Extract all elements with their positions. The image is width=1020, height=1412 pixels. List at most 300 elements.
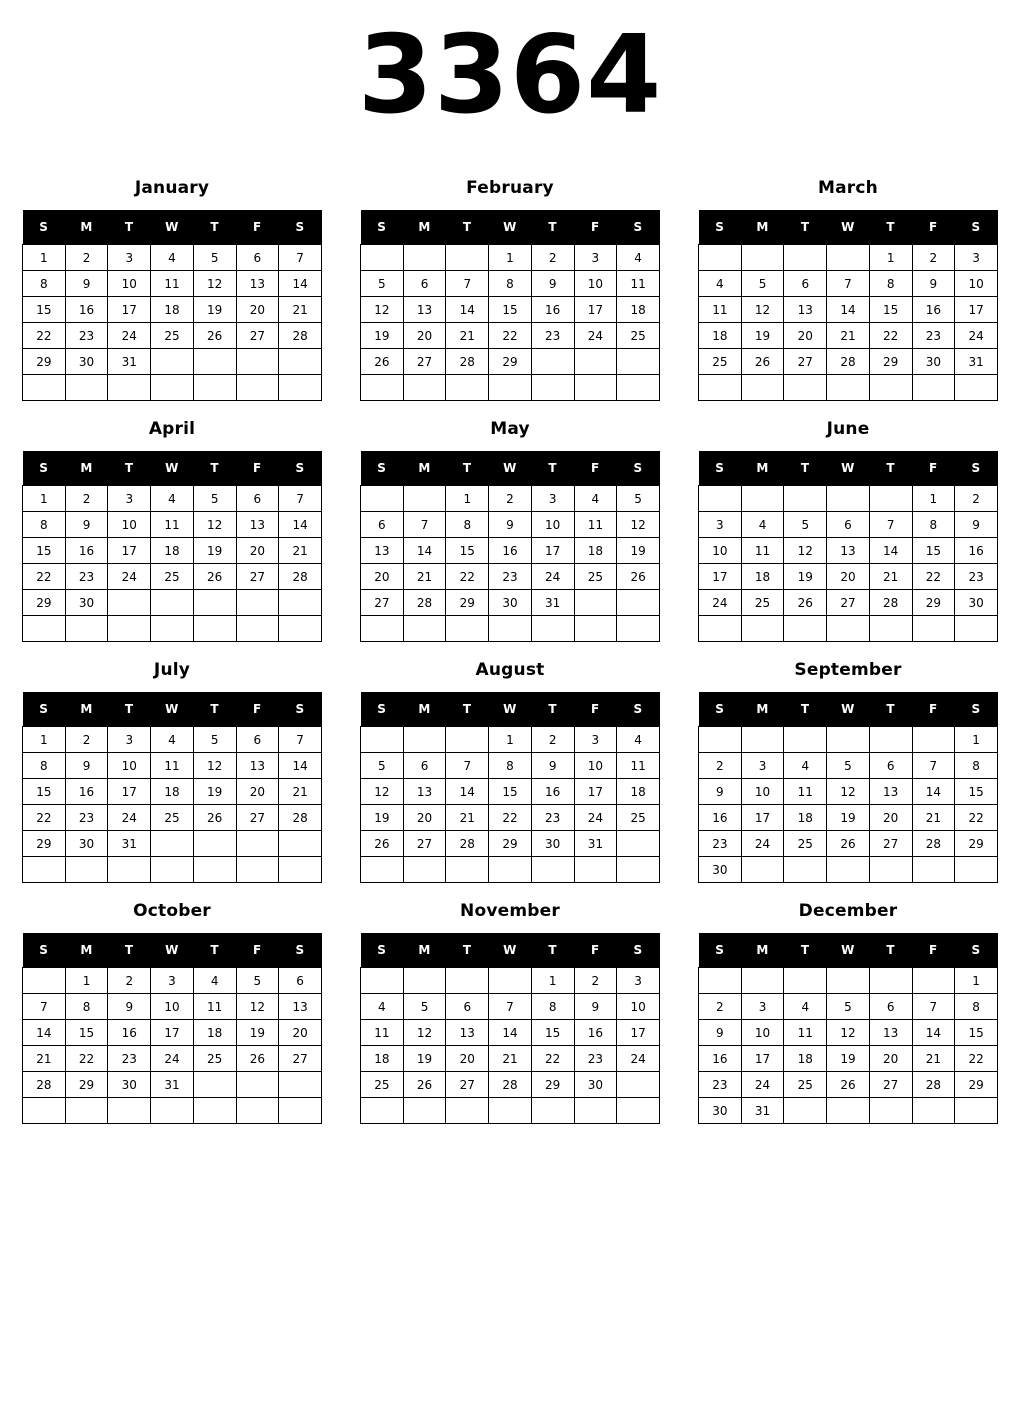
day-cell[interactable]: 10 (955, 271, 998, 297)
day-cell[interactable]: 3 (108, 245, 151, 271)
day-cell[interactable]: 3 (574, 245, 617, 271)
day-cell[interactable]: 1 (955, 727, 998, 753)
day-cell[interactable] (955, 616, 998, 642)
day-cell[interactable]: 30 (65, 590, 108, 616)
day-cell[interactable]: 22 (446, 564, 489, 590)
day-cell[interactable]: 16 (699, 1046, 742, 1072)
day-cell[interactable]: 5 (784, 512, 827, 538)
day-cell[interactable] (236, 1072, 279, 1098)
day-cell[interactable]: 3 (741, 994, 784, 1020)
day-cell[interactable] (65, 1098, 108, 1124)
day-cell[interactable]: 26 (784, 590, 827, 616)
day-cell[interactable] (869, 1098, 912, 1124)
day-cell[interactable]: 22 (23, 323, 66, 349)
day-cell[interactable]: 9 (65, 753, 108, 779)
day-cell[interactable] (151, 616, 194, 642)
day-cell[interactable]: 20 (236, 538, 279, 564)
day-cell[interactable] (741, 857, 784, 883)
day-cell[interactable] (955, 375, 998, 401)
day-cell[interactable]: 12 (403, 1020, 446, 1046)
day-cell[interactable] (827, 1098, 870, 1124)
day-cell[interactable]: 12 (193, 271, 236, 297)
day-cell[interactable] (531, 375, 574, 401)
day-cell[interactable] (236, 831, 279, 857)
day-cell[interactable]: 21 (912, 1046, 955, 1072)
day-cell[interactable]: 26 (236, 1046, 279, 1072)
day-cell[interactable]: 3 (955, 245, 998, 271)
day-cell[interactable] (955, 857, 998, 883)
day-cell[interactable] (955, 1098, 998, 1124)
day-cell[interactable]: 24 (741, 1072, 784, 1098)
day-cell[interactable]: 3 (151, 968, 194, 994)
day-cell[interactable]: 15 (23, 779, 66, 805)
day-cell[interactable]: 12 (193, 753, 236, 779)
day-cell[interactable]: 30 (65, 349, 108, 375)
day-cell[interactable]: 7 (279, 245, 322, 271)
day-cell[interactable] (108, 857, 151, 883)
day-cell[interactable] (489, 968, 532, 994)
day-cell[interactable] (279, 857, 322, 883)
day-cell[interactable]: 31 (108, 831, 151, 857)
day-cell[interactable]: 18 (741, 564, 784, 590)
day-cell[interactable] (23, 968, 66, 994)
day-cell[interactable] (912, 375, 955, 401)
day-cell[interactable] (531, 349, 574, 375)
day-cell[interactable]: 19 (617, 538, 660, 564)
day-cell[interactable]: 6 (869, 994, 912, 1020)
day-cell[interactable]: 20 (403, 323, 446, 349)
day-cell[interactable]: 27 (784, 349, 827, 375)
day-cell[interactable]: 21 (869, 564, 912, 590)
day-cell[interactable]: 6 (446, 994, 489, 1020)
day-cell[interactable] (784, 1098, 827, 1124)
day-cell[interactable]: 24 (108, 323, 151, 349)
day-cell[interactable] (446, 857, 489, 883)
day-cell[interactable]: 22 (65, 1046, 108, 1072)
day-cell[interactable]: 3 (699, 512, 742, 538)
day-cell[interactable]: 27 (361, 590, 404, 616)
day-cell[interactable] (574, 616, 617, 642)
day-cell[interactable] (446, 1098, 489, 1124)
day-cell[interactable]: 28 (279, 323, 322, 349)
day-cell[interactable]: 13 (446, 1020, 489, 1046)
day-cell[interactable]: 25 (699, 349, 742, 375)
day-cell[interactable]: 7 (869, 512, 912, 538)
day-cell[interactable]: 20 (236, 779, 279, 805)
day-cell[interactable]: 31 (108, 349, 151, 375)
day-cell[interactable]: 2 (65, 245, 108, 271)
day-cell[interactable] (236, 616, 279, 642)
day-cell[interactable]: 25 (151, 805, 194, 831)
day-cell[interactable] (193, 375, 236, 401)
day-cell[interactable] (151, 857, 194, 883)
day-cell[interactable]: 24 (574, 323, 617, 349)
day-cell[interactable] (741, 727, 784, 753)
day-cell[interactable]: 30 (699, 857, 742, 883)
day-cell[interactable]: 6 (236, 727, 279, 753)
day-cell[interactable]: 4 (784, 994, 827, 1020)
day-cell[interactable]: 11 (361, 1020, 404, 1046)
day-cell[interactable]: 2 (531, 727, 574, 753)
day-cell[interactable]: 20 (446, 1046, 489, 1072)
day-cell[interactable]: 5 (193, 245, 236, 271)
day-cell[interactable] (699, 968, 742, 994)
day-cell[interactable] (699, 486, 742, 512)
day-cell[interactable] (617, 1072, 660, 1098)
day-cell[interactable]: 22 (489, 323, 532, 349)
day-cell[interactable] (279, 349, 322, 375)
day-cell[interactable] (151, 1098, 194, 1124)
day-cell[interactable]: 8 (531, 994, 574, 1020)
day-cell[interactable] (617, 616, 660, 642)
day-cell[interactable]: 26 (193, 805, 236, 831)
day-cell[interactable]: 10 (741, 1020, 784, 1046)
day-cell[interactable]: 8 (23, 753, 66, 779)
day-cell[interactable] (108, 375, 151, 401)
day-cell[interactable]: 10 (108, 512, 151, 538)
day-cell[interactable]: 12 (617, 512, 660, 538)
day-cell[interactable]: 14 (403, 538, 446, 564)
day-cell[interactable] (193, 1072, 236, 1098)
day-cell[interactable] (869, 486, 912, 512)
day-cell[interactable] (617, 590, 660, 616)
day-cell[interactable] (403, 857, 446, 883)
day-cell[interactable] (403, 727, 446, 753)
day-cell[interactable]: 10 (741, 779, 784, 805)
day-cell[interactable] (151, 375, 194, 401)
day-cell[interactable]: 23 (531, 323, 574, 349)
day-cell[interactable]: 4 (617, 245, 660, 271)
day-cell[interactable]: 6 (784, 271, 827, 297)
day-cell[interactable]: 9 (912, 271, 955, 297)
day-cell[interactable]: 10 (151, 994, 194, 1020)
day-cell[interactable]: 5 (827, 994, 870, 1020)
day-cell[interactable] (446, 245, 489, 271)
day-cell[interactable]: 1 (489, 727, 532, 753)
day-cell[interactable]: 25 (784, 1072, 827, 1098)
day-cell[interactable]: 21 (827, 323, 870, 349)
day-cell[interactable]: 15 (23, 538, 66, 564)
day-cell[interactable]: 8 (869, 271, 912, 297)
day-cell[interactable] (193, 616, 236, 642)
day-cell[interactable]: 14 (446, 779, 489, 805)
day-cell[interactable] (361, 375, 404, 401)
day-cell[interactable]: 22 (912, 564, 955, 590)
day-cell[interactable]: 31 (574, 831, 617, 857)
day-cell[interactable]: 6 (827, 512, 870, 538)
day-cell[interactable]: 7 (912, 753, 955, 779)
day-cell[interactable]: 1 (23, 245, 66, 271)
day-cell[interactable]: 20 (827, 564, 870, 590)
day-cell[interactable]: 12 (784, 538, 827, 564)
day-cell[interactable]: 5 (617, 486, 660, 512)
day-cell[interactable] (869, 968, 912, 994)
day-cell[interactable] (279, 616, 322, 642)
day-cell[interactable] (617, 1098, 660, 1124)
day-cell[interactable]: 11 (784, 779, 827, 805)
day-cell[interactable]: 26 (193, 323, 236, 349)
day-cell[interactable]: 2 (489, 486, 532, 512)
day-cell[interactable]: 28 (279, 805, 322, 831)
day-cell[interactable] (741, 616, 784, 642)
day-cell[interactable]: 30 (574, 1072, 617, 1098)
day-cell[interactable]: 8 (23, 512, 66, 538)
day-cell[interactable]: 28 (912, 831, 955, 857)
day-cell[interactable]: 1 (23, 486, 66, 512)
day-cell[interactable]: 11 (193, 994, 236, 1020)
day-cell[interactable]: 17 (741, 1046, 784, 1072)
day-cell[interactable]: 13 (279, 994, 322, 1020)
day-cell[interactable]: 7 (446, 271, 489, 297)
day-cell[interactable]: 1 (65, 968, 108, 994)
day-cell[interactable] (65, 616, 108, 642)
day-cell[interactable]: 26 (361, 349, 404, 375)
day-cell[interactable]: 21 (446, 805, 489, 831)
day-cell[interactable] (23, 857, 66, 883)
day-cell[interactable] (236, 857, 279, 883)
day-cell[interactable] (151, 349, 194, 375)
day-cell[interactable]: 2 (699, 753, 742, 779)
day-cell[interactable]: 15 (446, 538, 489, 564)
day-cell[interactable]: 7 (23, 994, 66, 1020)
day-cell[interactable]: 10 (617, 994, 660, 1020)
day-cell[interactable]: 10 (574, 753, 617, 779)
day-cell[interactable] (193, 349, 236, 375)
day-cell[interactable]: 4 (741, 512, 784, 538)
day-cell[interactable]: 29 (65, 1072, 108, 1098)
day-cell[interactable]: 27 (869, 1072, 912, 1098)
day-cell[interactable] (236, 1098, 279, 1124)
day-cell[interactable]: 29 (955, 1072, 998, 1098)
day-cell[interactable]: 26 (193, 564, 236, 590)
day-cell[interactable]: 6 (361, 512, 404, 538)
day-cell[interactable]: 9 (489, 512, 532, 538)
day-cell[interactable]: 22 (23, 805, 66, 831)
day-cell[interactable] (784, 857, 827, 883)
day-cell[interactable]: 17 (108, 779, 151, 805)
day-cell[interactable]: 27 (827, 590, 870, 616)
day-cell[interactable]: 15 (489, 779, 532, 805)
day-cell[interactable] (403, 245, 446, 271)
day-cell[interactable]: 29 (23, 831, 66, 857)
day-cell[interactable]: 13 (403, 779, 446, 805)
day-cell[interactable] (699, 375, 742, 401)
day-cell[interactable] (193, 590, 236, 616)
day-cell[interactable]: 11 (784, 1020, 827, 1046)
day-cell[interactable]: 5 (403, 994, 446, 1020)
day-cell[interactable]: 8 (65, 994, 108, 1020)
day-cell[interactable]: 11 (741, 538, 784, 564)
day-cell[interactable]: 24 (108, 805, 151, 831)
day-cell[interactable]: 18 (151, 297, 194, 323)
day-cell[interactable]: 10 (574, 271, 617, 297)
day-cell[interactable]: 1 (489, 245, 532, 271)
day-cell[interactable]: 29 (955, 831, 998, 857)
day-cell[interactable]: 11 (151, 512, 194, 538)
day-cell[interactable] (236, 375, 279, 401)
day-cell[interactable]: 9 (65, 512, 108, 538)
day-cell[interactable]: 6 (279, 968, 322, 994)
day-cell[interactable] (912, 616, 955, 642)
day-cell[interactable]: 4 (574, 486, 617, 512)
day-cell[interactable]: 8 (489, 753, 532, 779)
day-cell[interactable] (912, 1098, 955, 1124)
day-cell[interactable] (279, 590, 322, 616)
day-cell[interactable] (279, 1072, 322, 1098)
day-cell[interactable] (617, 349, 660, 375)
day-cell[interactable]: 23 (65, 564, 108, 590)
day-cell[interactable] (741, 375, 784, 401)
day-cell[interactable]: 23 (574, 1046, 617, 1072)
day-cell[interactable]: 13 (784, 297, 827, 323)
day-cell[interactable] (574, 349, 617, 375)
day-cell[interactable]: 15 (489, 297, 532, 323)
day-cell[interactable]: 16 (912, 297, 955, 323)
day-cell[interactable]: 8 (446, 512, 489, 538)
day-cell[interactable]: 18 (784, 805, 827, 831)
day-cell[interactable]: 13 (869, 1020, 912, 1046)
day-cell[interactable] (617, 831, 660, 857)
day-cell[interactable] (23, 375, 66, 401)
day-cell[interactable] (403, 968, 446, 994)
day-cell[interactable]: 20 (236, 297, 279, 323)
day-cell[interactable]: 30 (955, 590, 998, 616)
day-cell[interactable]: 28 (489, 1072, 532, 1098)
day-cell[interactable]: 12 (827, 779, 870, 805)
day-cell[interactable] (574, 375, 617, 401)
day-cell[interactable] (827, 727, 870, 753)
day-cell[interactable] (361, 616, 404, 642)
day-cell[interactable]: 31 (531, 590, 574, 616)
day-cell[interactable]: 18 (574, 538, 617, 564)
day-cell[interactable] (741, 245, 784, 271)
day-cell[interactable]: 3 (617, 968, 660, 994)
day-cell[interactable] (912, 968, 955, 994)
day-cell[interactable]: 1 (446, 486, 489, 512)
day-cell[interactable]: 4 (784, 753, 827, 779)
day-cell[interactable]: 18 (361, 1046, 404, 1072)
day-cell[interactable] (361, 857, 404, 883)
day-cell[interactable]: 11 (617, 271, 660, 297)
day-cell[interactable]: 18 (617, 297, 660, 323)
day-cell[interactable]: 7 (912, 994, 955, 1020)
day-cell[interactable]: 22 (955, 1046, 998, 1072)
day-cell[interactable] (151, 590, 194, 616)
day-cell[interactable]: 24 (955, 323, 998, 349)
day-cell[interactable]: 17 (108, 538, 151, 564)
day-cell[interactable]: 9 (65, 271, 108, 297)
day-cell[interactable]: 25 (574, 564, 617, 590)
day-cell[interactable] (279, 831, 322, 857)
day-cell[interactable]: 10 (108, 753, 151, 779)
day-cell[interactable]: 26 (617, 564, 660, 590)
day-cell[interactable]: 6 (869, 753, 912, 779)
day-cell[interactable]: 6 (403, 753, 446, 779)
day-cell[interactable]: 14 (489, 1020, 532, 1046)
day-cell[interactable]: 25 (193, 1046, 236, 1072)
day-cell[interactable]: 28 (912, 1072, 955, 1098)
day-cell[interactable]: 2 (108, 968, 151, 994)
day-cell[interactable]: 9 (108, 994, 151, 1020)
day-cell[interactable]: 19 (361, 805, 404, 831)
day-cell[interactable]: 8 (955, 994, 998, 1020)
day-cell[interactable]: 4 (151, 245, 194, 271)
day-cell[interactable]: 27 (236, 564, 279, 590)
day-cell[interactable]: 5 (827, 753, 870, 779)
day-cell[interactable]: 28 (446, 831, 489, 857)
day-cell[interactable]: 19 (193, 779, 236, 805)
day-cell[interactable]: 22 (489, 805, 532, 831)
day-cell[interactable]: 5 (361, 753, 404, 779)
day-cell[interactable]: 14 (912, 1020, 955, 1046)
day-cell[interactable]: 10 (108, 271, 151, 297)
day-cell[interactable]: 21 (446, 323, 489, 349)
day-cell[interactable]: 25 (617, 805, 660, 831)
day-cell[interactable] (869, 616, 912, 642)
day-cell[interactable]: 7 (446, 753, 489, 779)
day-cell[interactable] (446, 968, 489, 994)
day-cell[interactable] (65, 375, 108, 401)
day-cell[interactable]: 17 (741, 805, 784, 831)
day-cell[interactable]: 15 (955, 1020, 998, 1046)
day-cell[interactable]: 29 (912, 590, 955, 616)
day-cell[interactable]: 28 (403, 590, 446, 616)
day-cell[interactable]: 15 (955, 779, 998, 805)
day-cell[interactable]: 19 (193, 297, 236, 323)
day-cell[interactable]: 16 (574, 1020, 617, 1046)
day-cell[interactable]: 7 (279, 486, 322, 512)
day-cell[interactable]: 14 (279, 753, 322, 779)
day-cell[interactable]: 27 (236, 805, 279, 831)
day-cell[interactable] (489, 1098, 532, 1124)
day-cell[interactable]: 1 (531, 968, 574, 994)
day-cell[interactable]: 29 (489, 831, 532, 857)
day-cell[interactable]: 25 (151, 323, 194, 349)
day-cell[interactable]: 3 (531, 486, 574, 512)
day-cell[interactable] (827, 245, 870, 271)
day-cell[interactable]: 14 (446, 297, 489, 323)
day-cell[interactable]: 7 (279, 727, 322, 753)
day-cell[interactable] (827, 375, 870, 401)
day-cell[interactable] (699, 727, 742, 753)
day-cell[interactable] (403, 616, 446, 642)
day-cell[interactable] (531, 1098, 574, 1124)
day-cell[interactable]: 24 (741, 831, 784, 857)
day-cell[interactable]: 30 (531, 831, 574, 857)
day-cell[interactable] (23, 1098, 66, 1124)
day-cell[interactable]: 9 (531, 753, 574, 779)
day-cell[interactable] (236, 349, 279, 375)
day-cell[interactable]: 17 (108, 297, 151, 323)
day-cell[interactable]: 6 (403, 271, 446, 297)
day-cell[interactable]: 24 (531, 564, 574, 590)
day-cell[interactable] (361, 727, 404, 753)
day-cell[interactable]: 23 (531, 805, 574, 831)
day-cell[interactable] (65, 857, 108, 883)
day-cell[interactable]: 11 (574, 512, 617, 538)
day-cell[interactable]: 11 (617, 753, 660, 779)
day-cell[interactable]: 9 (699, 779, 742, 805)
day-cell[interactable]: 26 (827, 831, 870, 857)
day-cell[interactable] (827, 857, 870, 883)
day-cell[interactable]: 3 (574, 727, 617, 753)
day-cell[interactable]: 28 (869, 590, 912, 616)
day-cell[interactable]: 8 (489, 271, 532, 297)
day-cell[interactable] (236, 590, 279, 616)
day-cell[interactable]: 20 (869, 1046, 912, 1072)
day-cell[interactable] (617, 375, 660, 401)
day-cell[interactable]: 18 (699, 323, 742, 349)
